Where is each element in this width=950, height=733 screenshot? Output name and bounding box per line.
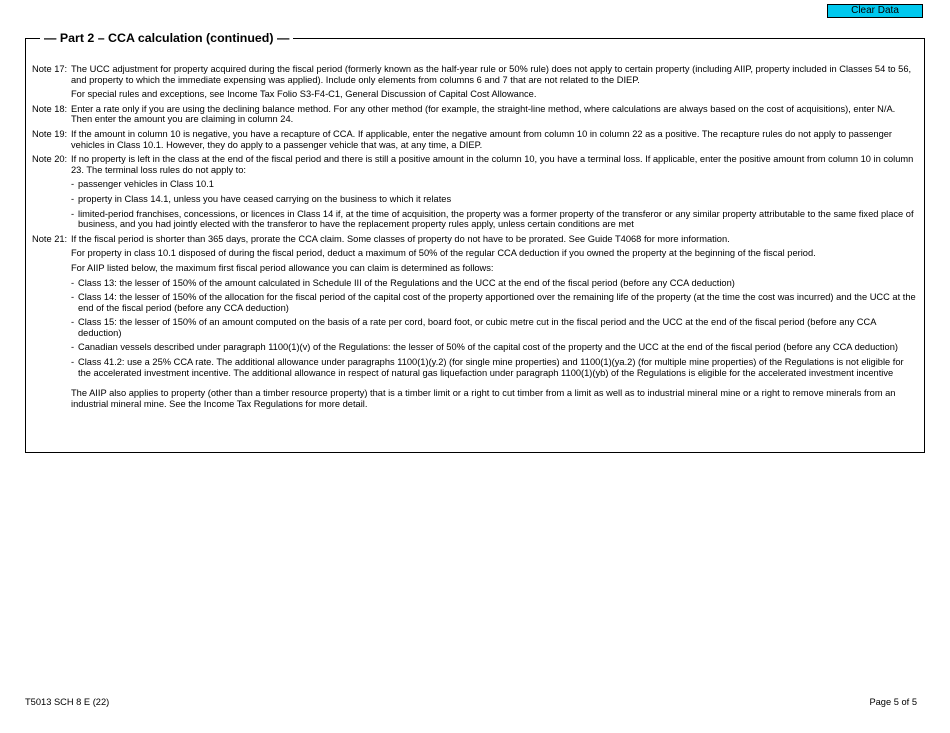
list-item: - passenger vehicles in Class 10.1 <box>71 179 214 190</box>
note-body <box>71 129 917 150</box>
note-paragraph: If no property is left in the class at the end of the fiscal period and there is still a positive amount in the column 10, you have a terminal loss. If applicable, enter the positive amount from column 10 in column 23. The terminal loss rules do not apply to: <box>71 154 914 175</box>
note-label: Note 18: <box>32 103 68 114</box>
list-item-text: limited-period franchises, concessions, or licences in Class 14 if, at the time of acquisition, the property was a former property of the transferor or any similar property attributable to the same fixed place of business, and you had jointly elected with the transferor to have the replacement property rules apply, unless certain conditions are met <box>78 208 914 230</box>
list-item-text: property in Class 14.1, unless you have ceased carrying on the business to which it relates <box>78 193 452 204</box>
note-paragraph: Enter a rate only if you are using the declining balance method. For any other method (for example, the straight-line method, where calculations are always based on the cost of acquisitions), enter N/A. Then enter the amount you are claiming in column 24. <box>71 103 896 125</box>
list-item-text: Class 41.2: use a 25% CCA rate. The additional allowance under paragraphs 1100(1)(y.2) (for single mine properties) and 1100(1)(ya.2) (for multiple mine properties) of the Regulations is not eligible for the accelerated investment incentive. The additional allowance in respect of natural gas liquefaction under paragraph 1100(1)(yb) of the Regulations is eligible for the accelerated investment incentive <box>78 357 904 378</box>
note-paragraph: The UCC adjustment for property acquired during the fiscal period (formerly known as the half-year rule or 50% rule) does not apply to certain property (including AIIP, property included in Classes 54 to 56, and property to which the immediate expensing was applied). Include only elements from columns 6 and 7 that are not related to the DIEP. <box>71 64 912 85</box>
clear-data-button[interactable]: Clear Data <box>827 4 923 18</box>
list-item: - Canadian vessels described under paragraph 1100(1)(v) of the Regulations: the lesser of 50% of the capital cost of the property and the UCC at the end of the fiscal period (before any CCA deduction) <box>71 342 898 353</box>
list-item-text: Canadian vessels described under paragraph 1100(1)(v) of the Regulations: the lesser of 50% of the capital cost of the property and the UCC at the end of the fiscal period (before any CCA deduction) <box>78 342 898 353</box>
note-paragraph: For special rules and exceptions, see Income Tax Folio S3-F4-C1, General Discussion of Capital Cost Allowance. <box>71 89 537 100</box>
notes-content <box>32 64 917 413</box>
section-title <box>40 31 293 45</box>
note-body <box>71 104 917 125</box>
note-paragraph: If the amount in column 10 is negative, you have a recapture of CCA. If applicable, enter the negative amount from column 10 in column 22 as a positive. The recapture rules do not apply to passenger vehicles in Class 10.1. However, they do apply to a passenger vehicle that was, at any time, a DIEP. <box>71 128 893 150</box>
note-18 <box>32 104 917 125</box>
note-paragraph: For AIIP listed below, the maximum first fiscal period allowance you can claim is determined as follows: <box>71 262 494 273</box>
section-title-dash-end: — <box>273 31 290 45</box>
note-17 <box>32 64 917 100</box>
note-paragraph: The AIIP also applies to property (other than a timber resource property) that is a timber limit or a right to cut timber from a limit as well as to industrial mineral mine or a right to remove minerals from an industrial mineral mine. See the Income Tax Regulations for more detail. <box>71 388 896 409</box>
list-item-text: Class 14: the lesser of 150% of the allocation for the fiscal period of the capital cost of the property apportioned over the remaining life of the property (at the time the cost was incurred) and the UCC at the end of the fiscal period (before any CCA deduction) <box>78 292 916 313</box>
note-paragraph: If the fiscal period is shorter than 365 days, prorate the CCA claim. Some classes of property do not have to be prorated. See Guide T4068 for more information. <box>71 233 730 244</box>
list-item-text: passenger vehicles in Class 10.1 <box>78 179 214 190</box>
list-item-text: Class 15: the lesser of 150% of an amount computed on the basis of a rate per cord, board foot, or cubic metre cut in the fiscal period and the UCC at the end of the fiscal period (before any CCA deduction) <box>78 317 876 338</box>
note-20 <box>32 154 917 230</box>
note-label: Note 17: <box>32 64 68 74</box>
note-body <box>71 234 917 410</box>
list-item-text: Class 13: the lesser of 150% of the amount calculated in Schedule III of the Regulations and the UCC at the end of the fiscal period (before any CCA deduction) <box>78 277 735 288</box>
note-body <box>71 64 917 100</box>
list-item: - limited-period franchises, concessions, or licences in Class 14 if, at the time of acquisition, the property was a former property of the transferor or any similar property attributable to the same fixed place of business, and you had jointly elected with the transferor to have the replacement property rules apply, unless certain conditions are met <box>71 208 914 230</box>
list-item: - Class 41.2: use a 25% CCA rate. The additional allowance under paragraphs 1100(1)(y.2) (for single mine properties) and 1100(1)(ya.2) (for multiple mine properties) of the Regulations is not eligible for the accelerated investment incentive. The additional allowance in respect of natural gas liquefaction under paragraph 1100(1)(yb) of the Regulations is eligible for the accelerated investment incentive <box>71 357 904 378</box>
note-21 <box>32 234 917 410</box>
section-title-dash: — <box>44 31 60 45</box>
note-body <box>71 154 917 230</box>
note-19 <box>32 129 917 150</box>
list-item: - Class 13: the lesser of 150% of the amount calculated in Schedule III of the Regulations and the UCC at the end of the fiscal period (before any CCA deduction) <box>71 277 735 288</box>
note-label: Note 21: <box>32 233 68 244</box>
list-item: - Class 15: the lesser of 150% of an amount computed on the basis of a rate per cord, board foot, or cubic metre cut in the fiscal period and the UCC at the end of the fiscal period (before any CCA deduction) <box>71 317 876 338</box>
note-label: Note 20: <box>32 154 68 165</box>
note-label: Note 19: <box>32 128 68 139</box>
note-paragraph: For property in class 10.1 disposed of during the fiscal period, deduct a maximum of 50% of the regular CCA deduction if you owned the property at the beginning of the fiscal period. <box>71 248 816 259</box>
list-item: - property in Class 14.1, unless you have ceased carrying on the business to which it relates <box>71 193 452 204</box>
list-item: - Class 14: the lesser of 150% of the allocation for the fiscal period of the capital cost of the property apportioned over the remaining life of the property (at the time the cost was incurred) and the UCC at the end of the fiscal period (before any CCA deduction) <box>71 292 916 313</box>
form-identifier: T5013 SCH 8 E (22) <box>25 697 110 707</box>
section-title-text: Part 2 – CCA calculation (continued) <box>59 31 274 45</box>
page-number: Page 5 of 5 <box>869 697 917 707</box>
